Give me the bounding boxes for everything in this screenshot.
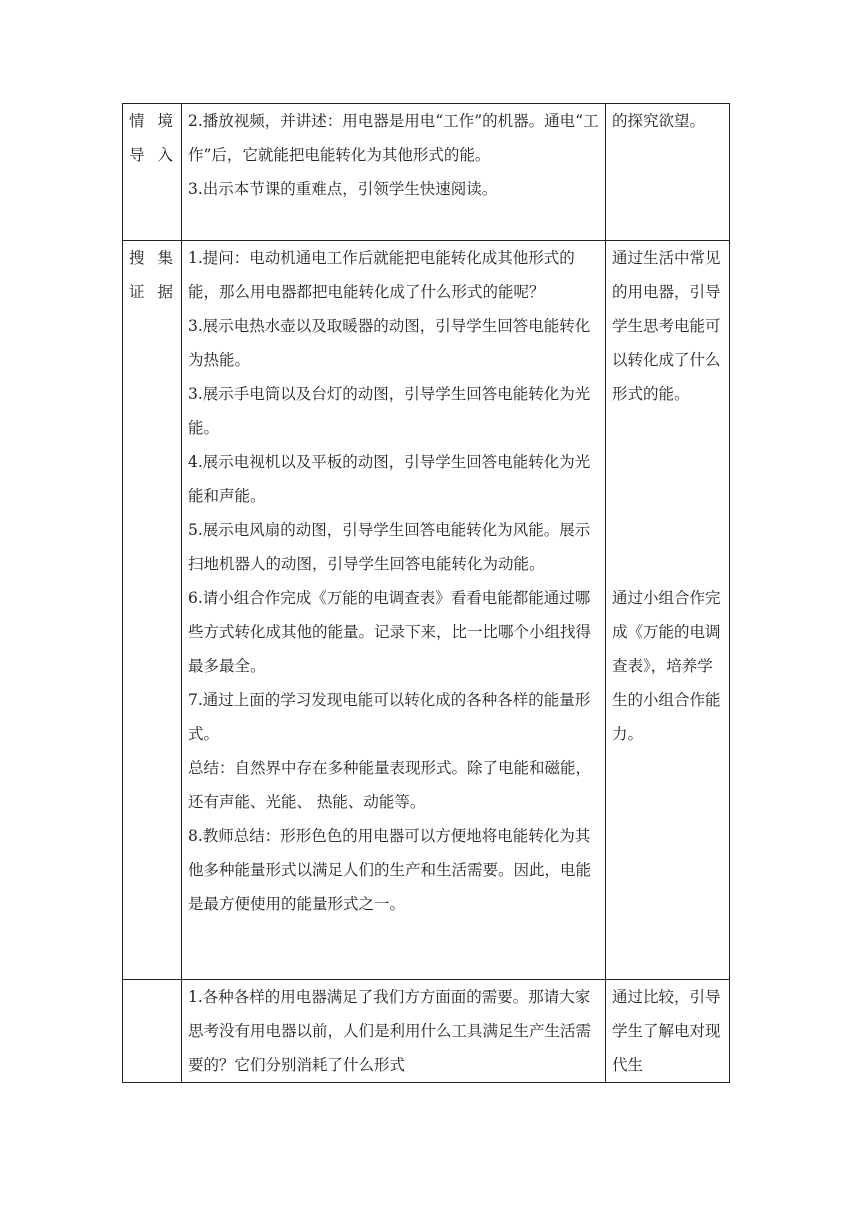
table-row — [123, 980, 730, 1083]
stage-cell — [123, 241, 182, 980]
activity-paragraph: 2.播放视频，并讲述：用电器是用电“工作”的机器。通电“工作”后，它就能把电能转化为其他形式的能。 — [188, 112, 599, 164]
intent-paragraph: 的探究欲望。 — [612, 112, 706, 130]
intent-cell — [606, 104, 730, 241]
intent-paragraph: 通过生活中常见的用电器，引导学生思考电能可以转化成了什么形式的能。 — [612, 249, 721, 403]
activity-paragraph: 1.各种各样的用电器满足了我们方方面面的需要。那请大家思考没有用电器以前，人们是利用什么工具满足生产生活需要的？它们分别消耗了什么形式 — [188, 988, 592, 1074]
activity-paragraph: 3.展示手电筒以及台灯的动图，引导学生回答电能转化为光能。 — [188, 385, 591, 437]
activity-paragraph: 6.请小组合作完成《万能的电调查表》看看电能都能通过哪些方式转化成其他的能量。记录下来，比一比哪个小组找得最多最全。 — [188, 589, 592, 675]
intent-cell — [606, 980, 730, 1083]
intent-paragraph: 通过比较，引导学生了解电对现代生 — [612, 988, 721, 1074]
activity-paragraph: 1.提问：电动机通电工作后就能把电能转化成其他形式的能，那么用电器都把电能转化成了什么形式的能呢？ — [188, 249, 575, 301]
activity-paragraph: 3.出示本节课的重难点，引领学生快速阅读。 — [188, 180, 498, 198]
lesson-plan-table — [122, 103, 730, 1083]
activities-cell — [182, 104, 606, 241]
table-row — [123, 241, 730, 980]
stage-label-line: 导入 — [129, 146, 175, 164]
activity-paragraph: 5.展示电风扇的动图，引导学生回答电能转化为风能。展示扫地机器人的动图，引导学生回答电能转化为动能。 — [188, 521, 591, 573]
activities-cell — [182, 241, 606, 980]
stage-cell — [123, 980, 182, 1083]
stage-label-line: 情境 — [129, 112, 175, 130]
activity-paragraph: 7.通过上面的学习发现电能可以转化成的各种各样的能量形式。 — [188, 691, 591, 743]
intent-cell — [606, 241, 730, 980]
stage-label-line: 搜集 — [129, 249, 175, 267]
activity-paragraph: 3.展示电热水壶以及取暖器的动图，引导学生回答电能转化为热能。 — [188, 317, 591, 369]
table-row — [123, 104, 730, 241]
activity-paragraph: 8.教师总结：形形色色的用电器可以方便地将电能转化为其他多种能量形式以满足人们的生产和生活需要。因此，电能是最方便使用的能量形式之一。 — [188, 827, 592, 913]
activity-paragraph: 总结：自然界中存在多种能量表现形式。除了电能和磁能，还有声能、光能、 热能、动能等。 — [188, 759, 592, 811]
intent-paragraph: 通过小组合作完成《万能的电调查表》，培养学生的小组合作能力。 — [612, 589, 721, 743]
stage-label-line: 证据 — [129, 283, 175, 301]
activity-paragraph: 4.展示电视机以及平板的动图，引导学生回答电能转化为光能和声能。 — [188, 453, 591, 505]
stage-cell — [123, 104, 182, 241]
intent-spacer — [612, 411, 723, 581]
activities-cell — [182, 980, 606, 1083]
